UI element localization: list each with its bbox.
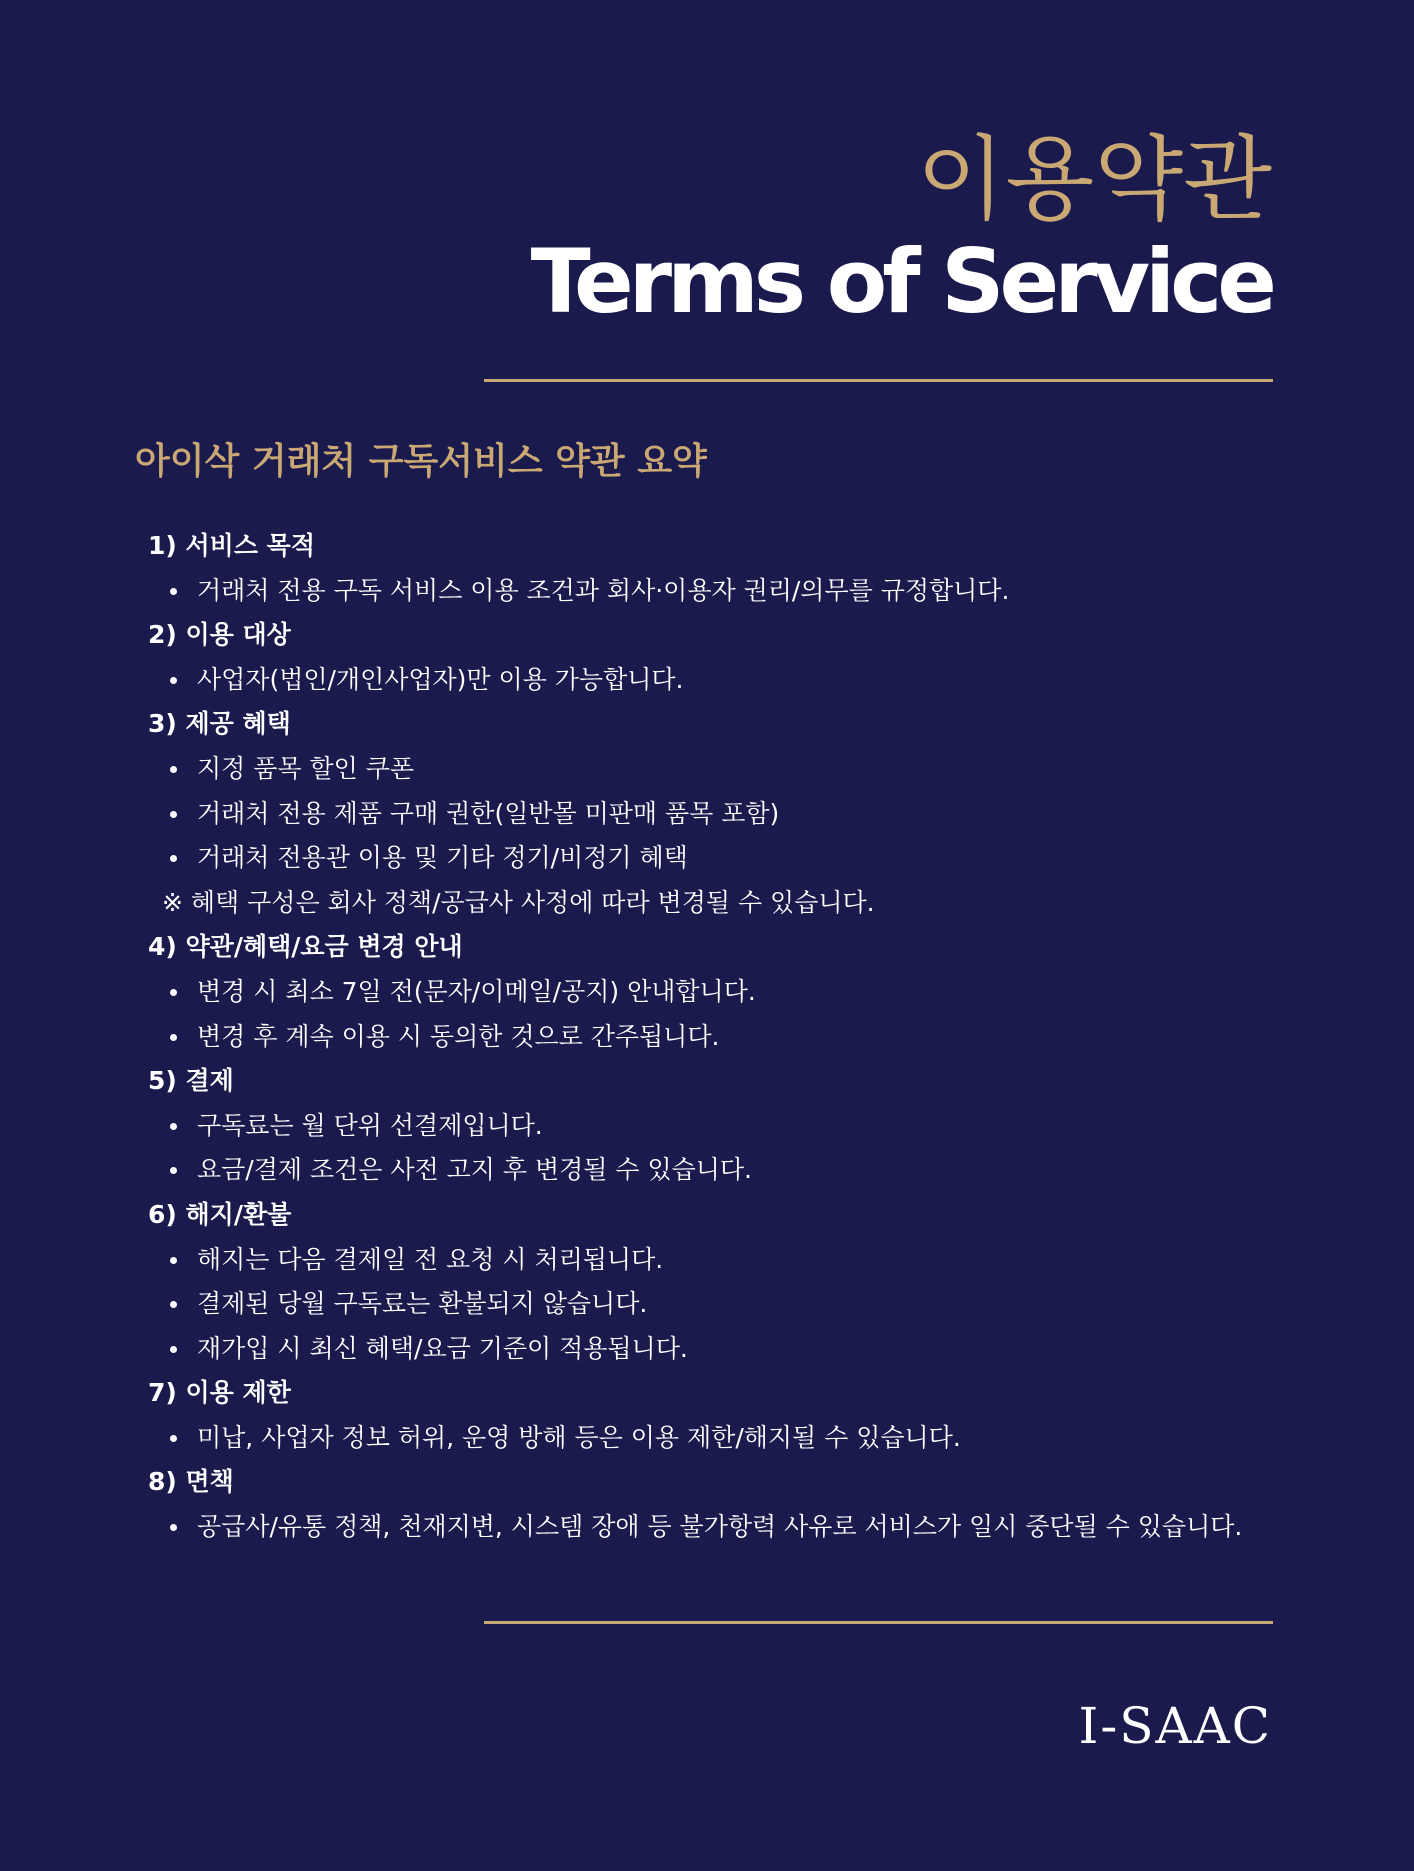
bullet-item [148, 1327, 1288, 1372]
bullet-dot-icon [170, 1123, 177, 1130]
bullet-text: 공급사/유통 정책, 천재지변, 시스템 장애 등 불가항력 사유로 서비스가 일시 중단될 수 있습니다. [197, 1512, 1243, 1542]
section-heading: 4) 약관/혜택/요금 변경 안내 [148, 932, 463, 962]
bullet-dot-icon [170, 1034, 177, 1041]
page-title-english: Terms of Service [530, 230, 1272, 333]
top-divider [484, 379, 1273, 382]
bullet-item [148, 836, 1288, 881]
bullet-item [148, 569, 1288, 614]
bullet-text: 요금/결제 조건은 사전 고지 후 변경될 수 있습니다. [197, 1155, 752, 1185]
page-header [531, 128, 1272, 332]
bullet-dot-icon [170, 1167, 177, 1174]
bullet-item [148, 747, 1288, 792]
terms-sections [148, 524, 1288, 1550]
bullet-text: 해지는 다음 결제일 전 요청 시 처리됩니다. [197, 1244, 664, 1274]
bullet-text: 구독료는 월 단위 선결제입니다. [197, 1110, 543, 1140]
bullet-item [148, 1505, 1288, 1550]
page-title-korean: 이용약관 [916, 126, 1272, 233]
bullet-text: 거래처 전용 구독 서비스 이용 조건과 회사·이용자 권리/의무를 규정합니다. [197, 575, 1010, 605]
bullet-dot-icon [170, 588, 177, 595]
bullet-item [148, 1104, 1288, 1149]
bullet-text: 거래처 전용관 이용 및 기타 정기/비정기 혜택 [197, 843, 688, 873]
bullet-text: 지정 품목 할인 쿠폰 [197, 753, 415, 783]
section-heading: 5) 결제 [148, 1066, 234, 1096]
section-heading: 2) 이용 대상 [148, 620, 291, 650]
bullet-item [148, 1015, 1288, 1060]
section-heading: 1) 서비스 목적 [148, 531, 315, 560]
bullet-text: 사업자(법인/개인사업자)만 이용 가능합니다. [197, 664, 684, 694]
summary-title: 아이삭 거래처 구독서비스 약관 요약 [135, 441, 707, 482]
bullet-dot-icon [170, 677, 177, 684]
bottom-divider [484, 1621, 1273, 1624]
section-heading: 8) 면책 [148, 1467, 234, 1497]
bullet-text: 미납, 사업자 정보 허위, 운영 방해 등은 이용 제한/해지될 수 있습니다. [197, 1422, 961, 1452]
bullet-text: 변경 후 계속 이용 시 동의한 것으로 간주됩니다. [197, 1021, 720, 1051]
bullet-dot-icon [170, 855, 177, 862]
bullet-item [148, 658, 1288, 703]
note-item: ※ 혜택 구성은 회사 정책/공급사 사정에 따라 변경될 수 있습니다. [162, 887, 875, 917]
bullet-dot-icon [170, 811, 177, 818]
brand-logo: I-SAAC [1078, 1697, 1272, 1755]
bullet-item [148, 1148, 1288, 1193]
bullet-text: 결제된 당월 구독료는 환불되지 않습니다. [197, 1289, 648, 1319]
bullet-dot-icon [170, 1524, 177, 1531]
bullet-text: 변경 시 최소 7일 전(문자/이메일/공지) 안내합니다. [197, 976, 756, 1006]
bullet-item [148, 1282, 1288, 1327]
bullet-item [148, 1238, 1288, 1283]
bullet-dot-icon [170, 989, 177, 996]
section-heading: 6) 해지/환불 [148, 1199, 292, 1229]
bullet-dot-icon [170, 766, 177, 773]
bullet-item [148, 970, 1288, 1015]
bullet-item [148, 792, 1288, 837]
bullet-text: 거래처 전용 제품 구매 권한(일반몰 미판매 품목 포함) [197, 798, 780, 828]
bullet-item [148, 1416, 1288, 1461]
bullet-dot-icon [170, 1301, 177, 1308]
bullet-dot-icon [170, 1435, 177, 1442]
section-heading: 3) 제공 혜택 [148, 709, 291, 739]
bullet-dot-icon [170, 1346, 177, 1353]
bullet-text: 재가입 시 최신 혜택/요금 기준이 적용됩니다. [197, 1333, 688, 1363]
bullet-dot-icon [170, 1257, 177, 1264]
section-heading: 7) 이용 제한 [148, 1378, 291, 1408]
